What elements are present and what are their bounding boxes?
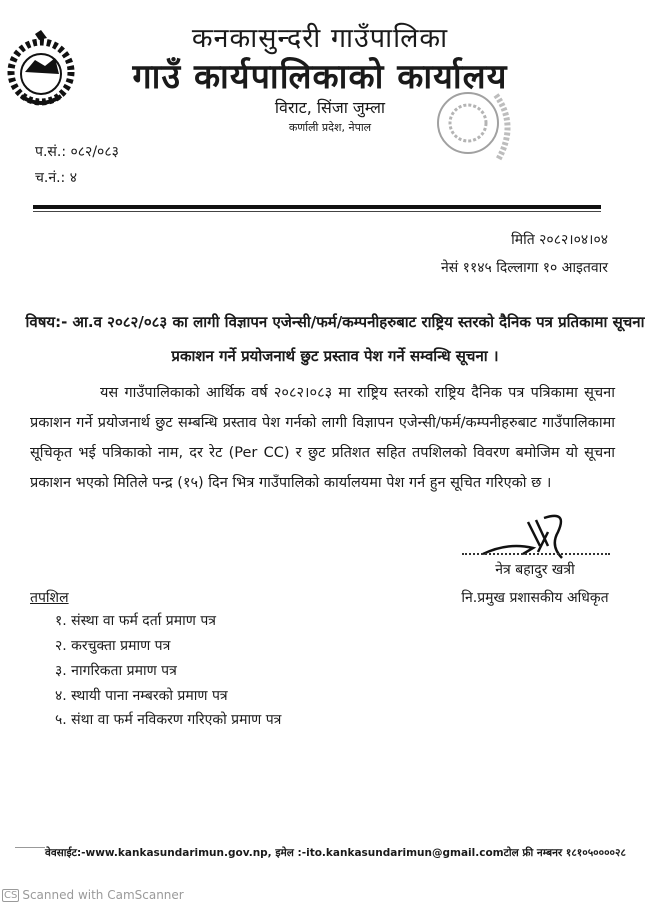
office-stamp: [428, 85, 523, 174]
reference-number: प.सं.: ०८२/०८३: [35, 144, 119, 160]
attachment-item: ४. स्थायी पाना नम्बरको प्रमाण पत्र: [55, 688, 228, 704]
office-name: गाउँ कार्यपालिकाको कार्यालय: [132, 57, 508, 97]
camscanner-watermark: [2, 888, 184, 902]
attachment-item: २. करचुक्ता प्रमाण पत्र: [55, 638, 171, 654]
attachment-item: ३. नागरिकता प्रमाण पत्र: [55, 663, 177, 679]
attachment-item: १. संस्था वा फर्म दर्ता प्रमाण पत्र: [55, 613, 217, 629]
signatory-name: नेत्र बहादुर खत्री: [495, 562, 575, 578]
date-ns: नेसं ११४५ दिल्लागा १० आइतवार: [440, 260, 608, 276]
municipality-name: कनकासुन्दरी गाउँपालिका: [191, 23, 449, 54]
date-bs: मिति २०८२।०४।०४: [511, 232, 608, 248]
signature-line: [462, 553, 610, 555]
footer-contact: वेवसाईट:-www.kankasundarimun.gov.np, इमेल :-ito.kankasundarimun@gmail.comटोल फ्री नम्बनर १८१०५००००२८: [45, 847, 626, 859]
camscanner-text: Scanned with CamScanner: [22, 888, 184, 902]
attachment-item: ५. संथा वा फर्म नविकरण गरिएको प्रमाण पत्र: [55, 712, 282, 728]
attachments-heading: तपशिल: [30, 590, 69, 606]
camscanner-icon: CS: [4, 889, 18, 901]
province: कर्णाली प्रदेश, नेपाल: [288, 121, 372, 134]
header-divider: [33, 205, 601, 209]
footer-line: [15, 847, 45, 848]
address: विराट, सिंजा जुम्ला: [274, 98, 386, 117]
signatory-title: नि.प्रमुख प्रशासकीय अधिकृत: [461, 590, 609, 606]
signature: [478, 512, 578, 566]
header-divider-thin: [33, 211, 601, 212]
dispatch-number: च.नं.: ४: [35, 170, 78, 186]
notice-body: यस गाउँपालिकाको आर्थिक वर्ष २०८२।०८३ मा राष्ट्रिय स्तरको राष्ट्रिय दैनिक पत्र पत्रिकामा सूचना प्रकाशन गर्ने प्रयोजनार्थ छुट सम्बन्धि प्रस्ताव पेश गर्नको लागी विज्ञापन एजेन्सी/फर्म/कम्पनीहरुबाट गाउँपालिकामा सूचिकृत भई पत्रिकाको नाम, दर रेट (Per CC) र छुट प्रतिशत सहित तपशिलको विवरण बमोजिम यो सूचना प्रकाशन भएको मितिले पन्द्र (१५) दिन भित्र गाउँपालिको कार्यालयमा पेश गर्न हुन सूचित गरिएको छ ।: [30, 385, 615, 491]
subject: विषय:- आ.व २०८२/०८३ का लागी विज्ञापन एजेन्सी/फर्म/कम्पनीहरुबाट राष्ट्रिय स्तरको दैनिक पत्र प्रतिकामा सूचना प्रकाशन गर्ने प्रयोजनार्थ छुट प्रस्ताव पेश गर्ने सम्वन्धि सूचना ।: [25, 313, 645, 365]
